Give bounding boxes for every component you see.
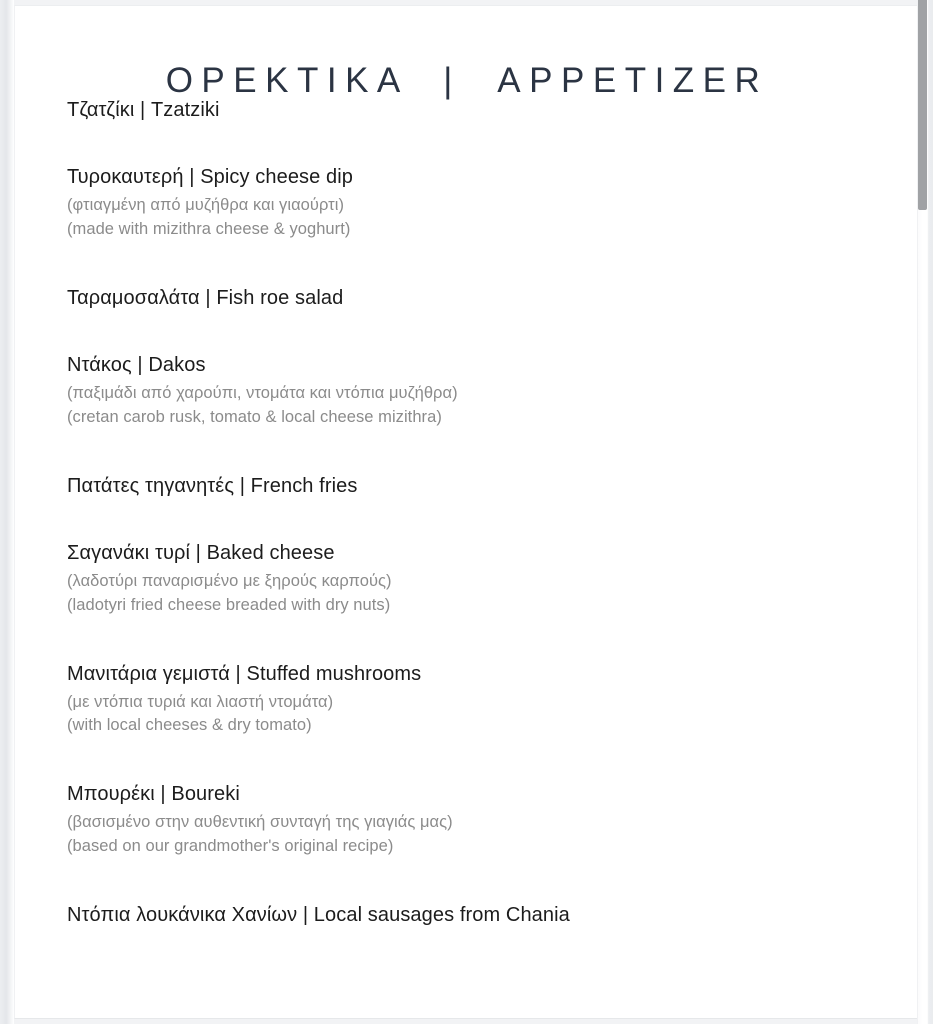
menu-item-description: (based on our grandmother's original recipe) — [67, 837, 394, 856]
menu-item-name: Ταραμοσαλάτα | Fish roe salad — [67, 286, 344, 309]
menu-item-name: Τυροκαυτερή | Spicy cheese dip — [67, 166, 354, 188]
menu-item — [67, 474, 867, 499]
menu-item-description: (βασισμένο στην αυθεντική συνταγή της γιαγιάς μας) — [67, 813, 453, 832]
menu-item-name: Μπουρέκι | Boureki — [67, 783, 240, 806]
menu-item-name: Μανιτάρια γεμιστά | Stuffed mushrooms — [67, 662, 422, 685]
vertical-scrollbar[interactable] — [917, 0, 933, 1024]
menu-item-description: (φτιαγμένη από μυζήθρα και γιαούρτι) — [67, 196, 344, 214]
menu-item-description: (ladotyri fried cheese breaded with dry nuts) — [67, 595, 391, 614]
page-title: ΟΡΕΚΤΙΚΑ | APPETIZER — [165, 61, 769, 100]
menu-item-description: (made with mizithra cheese & yoghurt) — [67, 219, 351, 238]
menu-item-name: Τζατζίκι | Tzatziki — [67, 99, 220, 121]
menu-item — [67, 353, 867, 430]
menu-item-description: (with local cheeses & dry tomato) — [67, 716, 312, 735]
menu-item-name: Σαγανάκι τυρί | Baked cheese — [67, 541, 335, 564]
menu-item — [67, 782, 867, 859]
menu-item — [67, 286, 867, 311]
appetizer-menu-list — [67, 98, 867, 928]
menu-page-sheet — [14, 5, 917, 1019]
page-left-margin — [0, 0, 14, 1024]
menu-item-description: (cretan carob rusk, tomato & local cheese mizithra) — [67, 407, 442, 426]
menu-item — [67, 98, 867, 123]
menu-container — [67, 6, 867, 928]
menu-item-description: (με ντόπια τυριά και λιαστή ντομάτα) — [67, 692, 334, 711]
menu-item-name: Ντάκος | Dakos — [67, 353, 206, 376]
menu-item-description: (λαδοτύρι παναρισμένο με ξηρούς καρπούς) — [67, 571, 392, 590]
menu-item-description: (παξιμάδι από χαρούπι, ντομάτα και ντόπια μυζήθρα) — [67, 383, 458, 402]
menu-item — [67, 662, 867, 739]
menu-item — [67, 903, 867, 928]
menu-item — [67, 165, 867, 242]
menu-item-name: Ντόπια λουκάνικα Χανίων | Local sausages from Chania — [67, 904, 570, 927]
menu-item — [67, 541, 867, 618]
menu-item-name: Πατάτες τηγανητές | French fries — [67, 474, 358, 497]
scrollbar-thumb[interactable] — [918, 0, 927, 210]
